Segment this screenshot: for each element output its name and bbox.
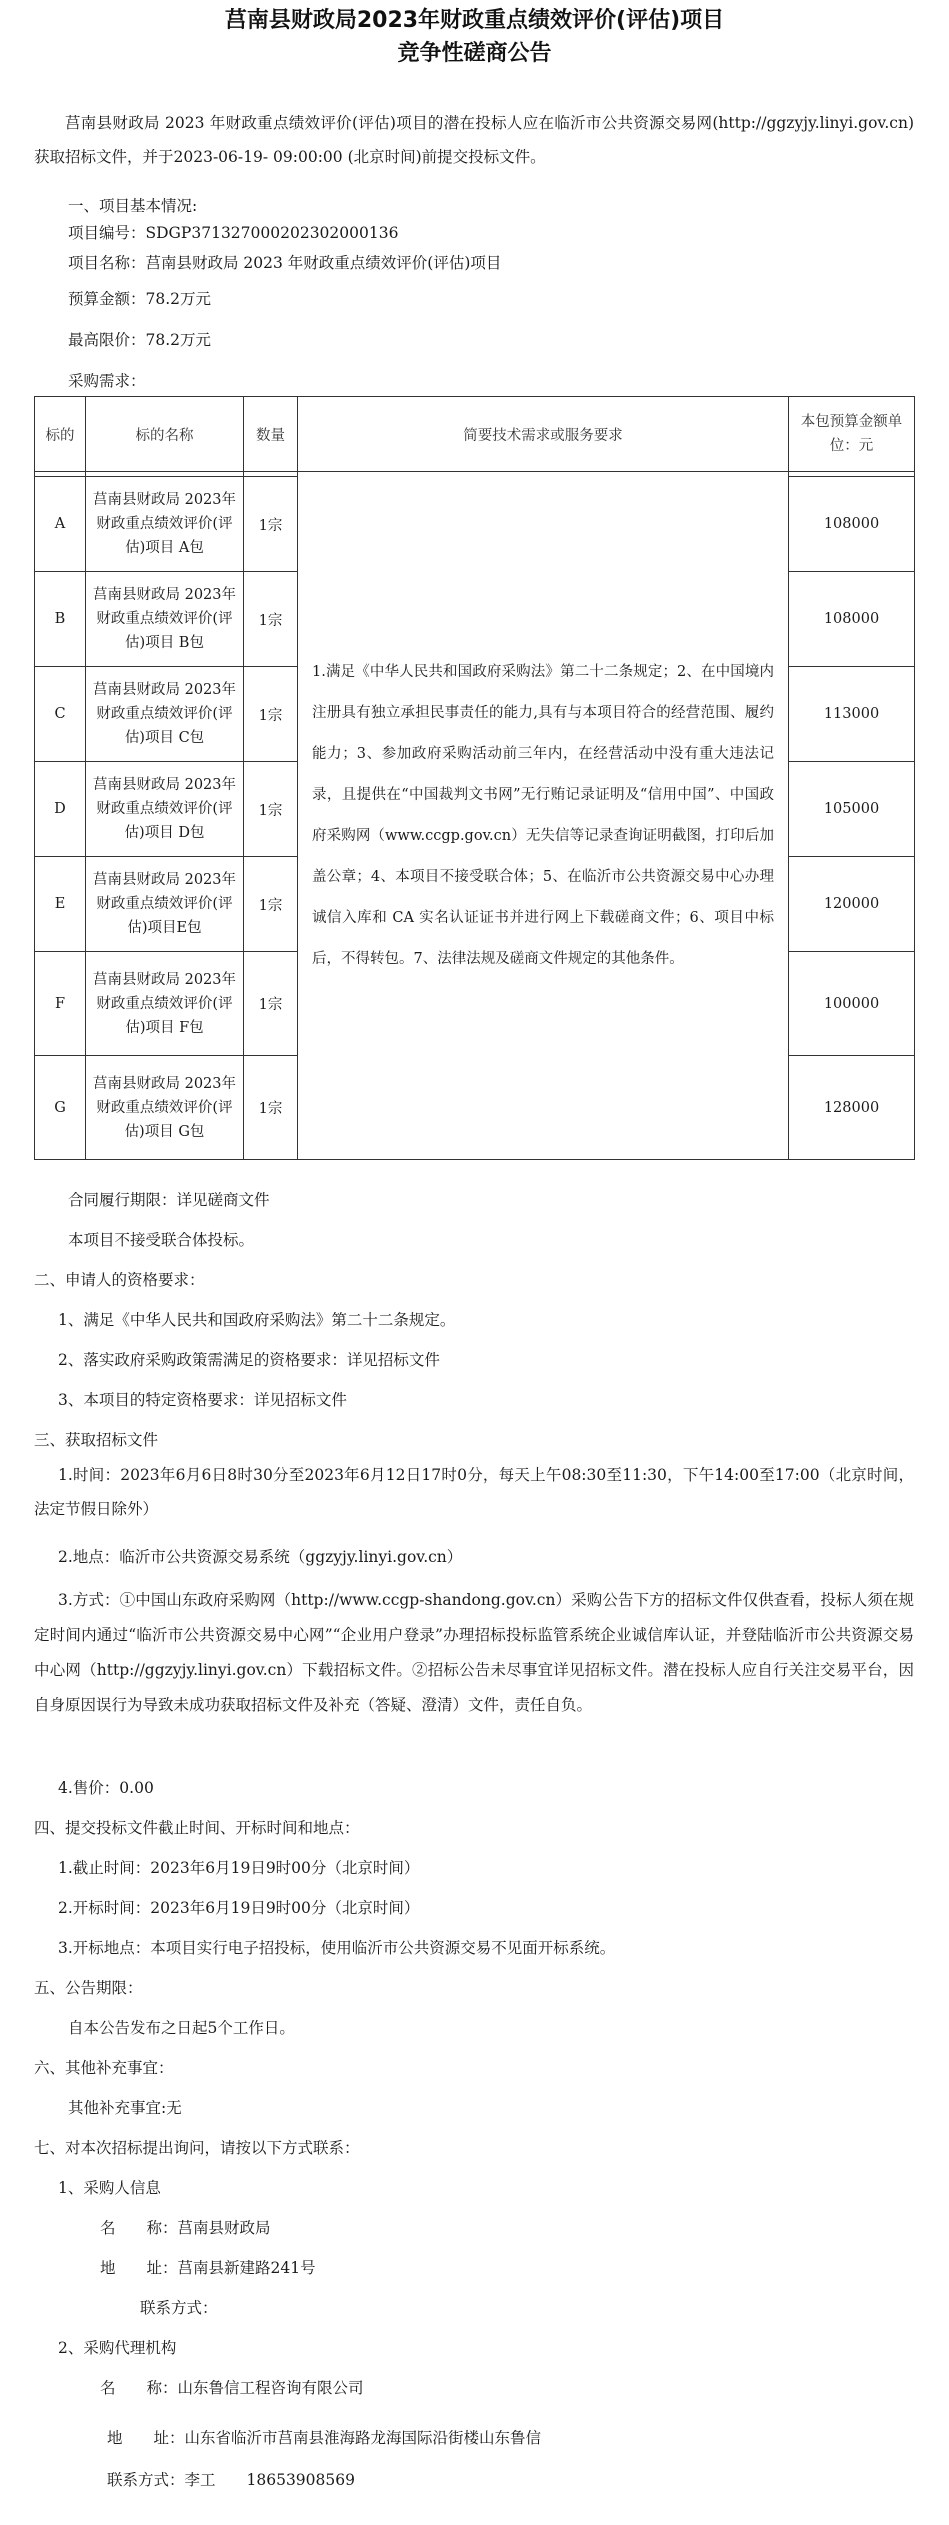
section-5-heading: 五、公告期限： — [34, 1979, 143, 1997]
header-id: 标的 — [35, 397, 86, 472]
procurement-table — [34, 396, 915, 1160]
buyer-address: 地 址：莒南县新建路241号 — [100, 2259, 316, 2277]
item-qty: 1宗 — [244, 477, 298, 572]
header-requirements: 简要技术需求或服务要求 — [298, 397, 789, 472]
table-header-row — [35, 397, 915, 472]
announcement-subtitle: 竞争性磋商公告 — [397, 41, 552, 66]
header-budget: 本包预算金额单位：元 — [789, 397, 915, 472]
section-6-heading: 六、其他补充事宜： — [34, 2059, 174, 2077]
qualification-1: 1、满足《中华人民共和国政府采购法》第二十二条规定。 — [58, 1311, 456, 1329]
item-qty: 1宗 — [244, 762, 298, 857]
section-4-heading: 四、提交投标文件截止时间、开标时间和地点： — [34, 1819, 360, 1837]
item-qty: 1宗 — [244, 667, 298, 762]
item-amount: 128000 — [789, 1056, 915, 1160]
item-id: E — [35, 857, 86, 952]
item-id: A — [35, 477, 86, 572]
contract-term: 合同履行期限：详见磋商文件 — [68, 1191, 270, 1209]
item-amount: 108000 — [789, 572, 915, 667]
header-name: 标的名称 — [86, 397, 244, 472]
item-qty: 1宗 — [244, 952, 298, 1056]
header-qty: 数量 — [244, 397, 298, 472]
item-qty: 1宗 — [244, 857, 298, 952]
item-id: D — [35, 762, 86, 857]
agent-contact: 联系方式：李工 18653908569 — [107, 2471, 355, 2489]
section-2-heading: 二、申请人的资格要求： — [34, 1271, 205, 1289]
section-3-heading: 三、获取招标文件 — [34, 1431, 159, 1449]
other-matters: 其他补充事宜:无 — [68, 2099, 182, 2117]
item-qty: 1宗 — [244, 572, 298, 667]
item-name: 莒南县财政局 2023年财政重点绩效评价(评估)项目E包 — [86, 857, 244, 952]
no-consortium-note: 本项目不接受联合体投标。 — [68, 1231, 255, 1249]
item-amount: 100000 — [789, 952, 915, 1056]
item-qty: 1宗 — [244, 1056, 298, 1160]
obtain-method: 3.方式：①中国山东政府采购网（http://www.ccgp-shandong.gov.cn）采购公告下方的招标文件仅供查看，投标人须在规定时间内通过“临沂市公共资源交易中心网”“企业用户登录”办理招标投标监管系统企业诚信库认证，并登陆临沂市公共资源交易中心网（http://ggzyjy.linyi.gov.cn）下载招标文件。②招标公告未尽事宜详见招标文件。潜在投标人应自行关注交易平台，因自身原因误行为导致未成功获取招标文件及补充（答疑、澄清）文件，责任自负。 — [34, 1591, 914, 1714]
buyer-info-heading: 1、采购人信息 — [58, 2179, 161, 2197]
agent-address: 地 址：山东省临沂市莒南县淮海路龙海国际沿街楼山东鲁信 — [107, 2429, 542, 2447]
opening-location: 3.开标地点：本项目实行电子招投标，使用临沂市公共资源交易不见面开标系统。 — [58, 1939, 616, 1957]
project-name: 项目名称：莒南县财政局 2023 年财政重点绩效评价(评估)项目 — [68, 254, 502, 272]
section-7-heading: 七、对本次招标提出询问，请按以下方式联系： — [34, 2139, 360, 2157]
project-number: 项目编号：SDGP371327000202302000136 — [68, 224, 399, 242]
item-amount: 113000 — [789, 667, 915, 762]
item-name: 莒南县财政局 2023年财政重点绩效评价(评估)项目 B包 — [86, 572, 244, 667]
intro-paragraph: 莒南县财政局 2023 年财政重点绩效评价(评估)项目的潜在投标人应在临沂市公共资源交易网(http://ggzyjy.linyi.gov.cn)获取招标文件，并于2023-06-19- 09:00:00 (北京时间)前提交投标文件。 — [34, 114, 914, 166]
item-name: 莒南县财政局 2023年财政重点绩效评价(评估)项目 G包 — [86, 1056, 244, 1160]
item-name: 莒南县财政局 2023年财政重点绩效评价(评估)项目 A包 — [86, 477, 244, 572]
buyer-contact: 联系方式： — [140, 2299, 218, 2317]
item-amount: 120000 — [789, 857, 915, 952]
obtain-time: 1.时间：2023年6月6日8时30分至2023年6月12日17时0分，每天上午08:30至11:30，下午14:00至17:00（北京时间，法定节假日除外） — [34, 1466, 914, 1518]
announcement-title: 莒南县财政局2023年财政重点绩效评价(评估)项目 — [224, 8, 725, 33]
item-name: 莒南县财政局 2023年财政重点绩效评价(评估)项目 F包 — [86, 952, 244, 1056]
max-price: 最高限价：78.2万元 — [68, 331, 212, 349]
item-id: B — [35, 572, 86, 667]
requirements-cell: 1.满足《中华人民共和国政府采购法》第二十二条规定；2、在中国境内注册具有独立承担民事责任的能力,具有与本项目符合的经营范围、履约能力；3、参加政府采购活动前三年内，在经营活动中没有重大违法记录，且提供在“中国裁判文书网”无行贿记录证明及“信用中国”、中国政府采购网（www.ccgp.gov.cn）无失信等记录查询证明截图，打印后加盖公章；4、本项目不接受联合体；5、在临沂市公共资源交易中心办理诚信入库和 CA 实名认证证书并进行网上下载磋商文件；6、项目中标后，不得转包。7、法律法规及磋商文件规定的其他条件。 — [298, 472, 789, 1160]
item-name: 莒南县财政局 2023年财政重点绩效评价(评估)项目 D包 — [86, 762, 244, 857]
agent-name: 名 称：山东鲁信工程咨询有限公司 — [100, 2379, 364, 2397]
document-price: 4.售价：0.00 — [58, 1779, 154, 1797]
notice-period: 自本公告发布之日起5个工作日。 — [68, 2019, 295, 2037]
qualification-3: 3、本项目的特定资格要求：详见招标文件 — [58, 1391, 347, 1409]
item-name: 莒南县财政局 2023年财政重点绩效评价(评估)项目 C包 — [86, 667, 244, 762]
budget-amount: 预算金额：78.2万元 — [68, 290, 212, 308]
section-1-heading: 一、项目基本情况: — [68, 197, 198, 215]
agent-info-heading: 2、采购代理机构 — [58, 2339, 177, 2357]
item-id: C — [35, 667, 86, 762]
demand-label: 采购需求： — [68, 372, 146, 390]
buyer-name: 名 称：莒南县财政局 — [100, 2219, 271, 2237]
opening-time: 2.开标时间：2023年6月19日9时00分（北京时间） — [58, 1899, 420, 1917]
obtain-location: 2.地点：临沂市公共资源交易系统（ggzyjy.linyi.gov.cn） — [58, 1548, 463, 1566]
item-id: F — [35, 952, 86, 1056]
item-amount: 108000 — [789, 477, 915, 572]
deadline-time: 1.截止时间：2023年6月19日9时00分（北京时间） — [58, 1859, 420, 1877]
item-id: G — [35, 1056, 86, 1160]
item-amount: 105000 — [789, 762, 915, 857]
qualification-2: 2、落实政府采购政策需满足的资格要求：详见招标文件 — [58, 1351, 440, 1369]
